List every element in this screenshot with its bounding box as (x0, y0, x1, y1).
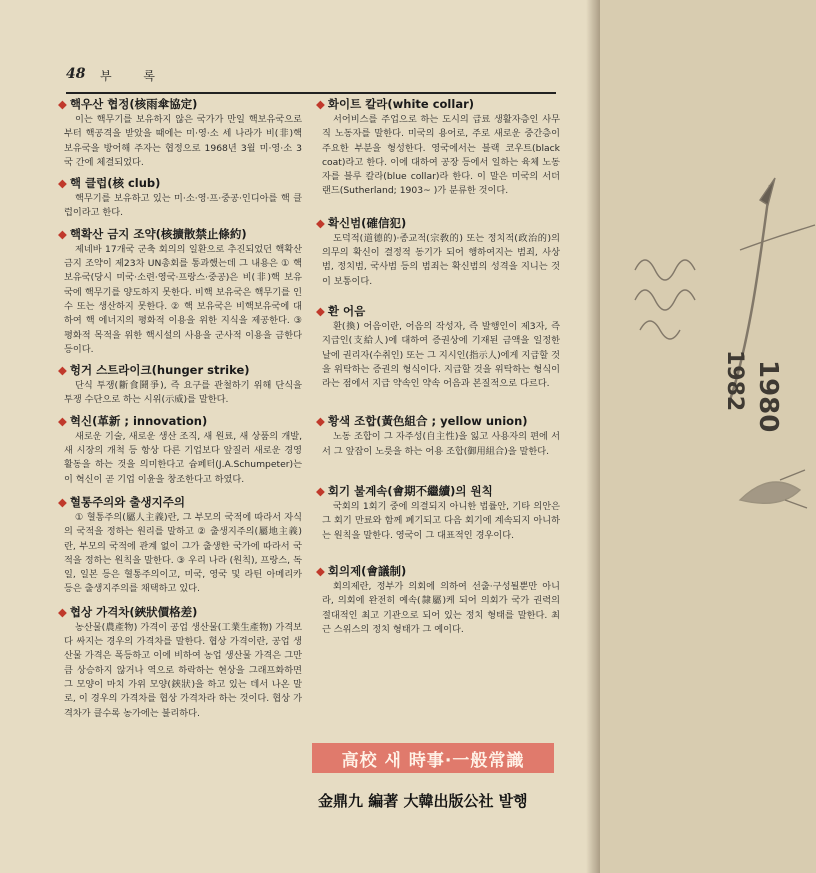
glossary-entry (58, 226, 302, 357)
entry-term-text: 환 어음 (327, 303, 366, 318)
diamond-bullet-icon: ◆ (58, 97, 67, 111)
entry-term-text: 화이트 칼라(white collar) (327, 97, 475, 111)
diamond-bullet-icon: ◆ (58, 363, 67, 378)
right-column (316, 96, 560, 637)
entry-definition: 제네바 17개국 군축 회의의 일환으로 추진되었던 핵확산 금지 조약이 제23차 UN총회를 통과했는데 그 내용은 ① 핵 보유국(당시 미국·소련·영국·프랑스·중공)은 비(非)핵 보유국에 핵무기를 양도하지 못한다. 비핵 보유국은 핵무기를 인수 또는 생산하지 못한다. ② 핵 보유국은 비핵보유국에 대하여 핵 에너지의 평화적 이용을 위한 지식을 제공한다. ③ 평화적 목적을 위한 핵시설의 사용을 군사적 이용을 금한다 등이다. (64, 243, 302, 355)
glossary-entry (58, 494, 302, 597)
entry-term-text: 핵 클럽(核 club) (69, 176, 161, 191)
entry-term-text: 혈통주의와 출생지주의 (69, 494, 185, 509)
entry-definition: 도덕적(道德的)·종교적(宗敎的) 또는 정치적(政治的)의 의무의 확신이 결정적 동기가 되어 행하여지는 범죄, 사상범, 정치범, 국사범 등의 범죄는 확신범의 성격을 지니는 것이 보통이다. (322, 232, 560, 287)
entry-term-text: 회기 불계속(會期不繼續)의 원칙 (327, 484, 493, 499)
entry-term (316, 483, 560, 500)
diamond-bullet-icon: ◆ (58, 604, 67, 619)
entry-definition: 국회의 1회기 중에 의결되지 아니한 법률안, 기타 의안은 그 회기 만료와 함께 폐기되고 다음 회기에 계속되지 아니하는 원칙을 말한다. 영국이 그 대표적인 경우이다. (322, 501, 560, 541)
glossary-entry (316, 96, 560, 199)
page-number: 48 (66, 66, 86, 82)
diamond-bullet-icon: ◆ (316, 215, 325, 230)
glossary-entry (316, 215, 560, 289)
entry-definition: 노동 조합이 그 자주성(自主性)을 잃고 사용자의 편에 서서 그 앞잡이 노릇을 하는 어용 조합(御用組合)을 말한다. (322, 431, 560, 457)
glossary-entry (58, 175, 302, 221)
entry-term-text: 협상 가격차(鋏狀價格差) (69, 604, 198, 619)
glossary-entry (316, 563, 560, 637)
entry-definition: 농산물(農產物) 가격이 공업 생산물(工業生產物) 가격보다 싸지는 경우의 가격차를 말한다. 협상 가격이란, 공업 생산물 가격은 폭등하고 이에 비하여 농업 생산물 가격은 그만큼 상승하지 않거나 역으로 하락하는 현상을 그래프화하면 그 모양이 마치 가위 모양(鋏狀)을 하고 있는 데서 나온 말로, 이 경우의 가격차를 협상 가격차라 하는 것이다. 협상 가격차가 클수록 농가에는 불리하다. (64, 621, 302, 719)
entry-term (316, 215, 560, 232)
doodle-text-1: 1980 (753, 360, 783, 433)
glossary-entry (58, 96, 302, 170)
entry-term-text: 황색 조합(黃色組合 ; yellow union) (327, 414, 528, 429)
diamond-bullet-icon: ◆ (316, 484, 325, 499)
diamond-bullet-icon: ◆ (58, 226, 67, 241)
entry-definition: 환(換) 어음이란, 어음의 작성자, 즉 발행인이 제3자, 즉 지급인(支給人)에 대하여 증권상에 기재된 금액을 일정한 날에 권리자(수취인) 또는 그 지시인(指示人)에게 지급할 것을 위탁하는 증권의 형식이다. 지급할 것을 위탁하는 형식이라는 점에서 지급 약속인 약속 어음과 본질적으로 다르다. (322, 320, 560, 390)
glossary-entry (58, 413, 302, 487)
entry-term (58, 604, 302, 621)
glossary-entry (316, 413, 560, 459)
entry-term-text: 헝거 스트라이크(hunger strike) (69, 363, 250, 378)
back-cover (600, 0, 816, 873)
book-title-banner (312, 743, 554, 773)
entry-term (58, 226, 302, 243)
entry-definition: ① 혈통주의(屬人主義)란, 그 부모의 국적에 따라서 자식의 국적을 정하는 원리를 말하고 ② 출생지주의(屬地主義)란, 부모의 국적에 관계 없이 그가 출생한 국가에 따라서 국적을 정하는 원칙을 말한다. ③ 우리 나라 (원칙), 프랑스, 독일, 일본 등은 혈통주의이고, 미국, 영국 및 라틴 아메리카 등은 출생지주의를 채택하고 있다. (64, 511, 302, 595)
diamond-bullet-icon: ◆ (316, 303, 325, 318)
glossary-entry (58, 362, 302, 408)
entry-definition: 서어비스를 주업으로 하는 도시의 급료 생활자층인 사무직 노동자를 말한다. 미국의 용어로, 주로 새로운 중간층이 주요한 부분을 형성한다. 영국에서는 블랙 코우트(black coat)라고 한다. 이에 대하여 공장 등에서 일하는 육체 노동자를 블루 칼라(blue collar)라 한다. 이 말은 미국의 서더랜드(Sutherland; 1903~ )가 분류한 것이다. (322, 114, 560, 197)
diamond-bullet-icon: ◆ (58, 176, 67, 191)
publisher-line: 金鼎九 編著 大韓出版公社 발행 (318, 792, 528, 810)
book-title: 高校 새 時事·一般常識 (341, 750, 525, 771)
entry-term (316, 413, 560, 430)
diamond-bullet-icon: ◆ (316, 563, 325, 578)
diamond-bullet-icon: ◆ (316, 97, 325, 111)
left-column (58, 96, 302, 721)
entry-term (58, 494, 302, 511)
page-header (66, 66, 556, 94)
pencil-doodle (600, 0, 816, 873)
entry-term-text: 핵우산 협정(核雨傘協定) (69, 97, 198, 111)
entry-term-text: 회의제(會議制) (327, 563, 407, 578)
entry-term (58, 413, 302, 430)
glossary-entry (316, 303, 560, 391)
diamond-bullet-icon: ◆ (58, 413, 67, 428)
entry-term (58, 362, 302, 379)
entry-term (58, 96, 302, 113)
entry-definition: 핵무기를 보유하고 있는 미·소·영·프·중공·인디아를 핵 클럽이라고 한다. (64, 193, 302, 219)
doodle-text-2: 1982 (722, 350, 747, 412)
entry-term-text: 핵확산 금지 조약(核擴散禁止條約) (69, 226, 247, 241)
entry-term-text: 확신범(確信犯) (327, 215, 407, 230)
glossary-entry (58, 604, 302, 721)
entry-term-text: 혁신(革新 ; innovation) (69, 413, 208, 428)
entry-term (316, 303, 560, 320)
entry-definition: 새로운 기술, 새로운 생산 조직, 새 원료, 새 상품의 개발, 새 시장의 개척 등 항상 다른 기업보다 앞질러 새로운 경영 활동을 하는 것을 의미한다고 슘페터(J.A.Schumpeter)는 이 혁신이 곧 기업 이윤을 창조한다고 하였다. (64, 430, 302, 485)
diamond-bullet-icon: ◆ (316, 414, 325, 429)
entry-definition: 단식 투쟁(斷食鬪爭), 즉 요구를 관철하기 위해 단식을 투쟁 수단으로 하는 시위(示威)를 말한다. (64, 380, 302, 406)
section-title: 부 록 (100, 69, 169, 83)
entry-term (58, 175, 302, 192)
entry-term (316, 563, 560, 580)
entry-definition: 회의제란, 정부가 의회에 의하여 선출·구성될뿐만 아니라, 의회에 완전히 예속(隸屬)케 되어 의회가 국가 권력의 절대적인 최고 기관으로 되어 있는 정치 형태를 말한다. 최근 스위스의 정치 형태가 그 예이다. (322, 580, 560, 635)
glossary-entry (316, 483, 560, 543)
entry-definition: 이는 핵무기를 보유하지 않은 국가가 만일 핵보유국으로부터 핵공격을 받았을 때에는 미·영·소 세 나라가 비(非)핵 보유국을 방어해 주자는 협정으로 1968년 3월 미·영·소 3국 간에 체결되었다. (64, 114, 302, 168)
diamond-bullet-icon: ◆ (58, 494, 67, 509)
entry-term (316, 96, 560, 113)
